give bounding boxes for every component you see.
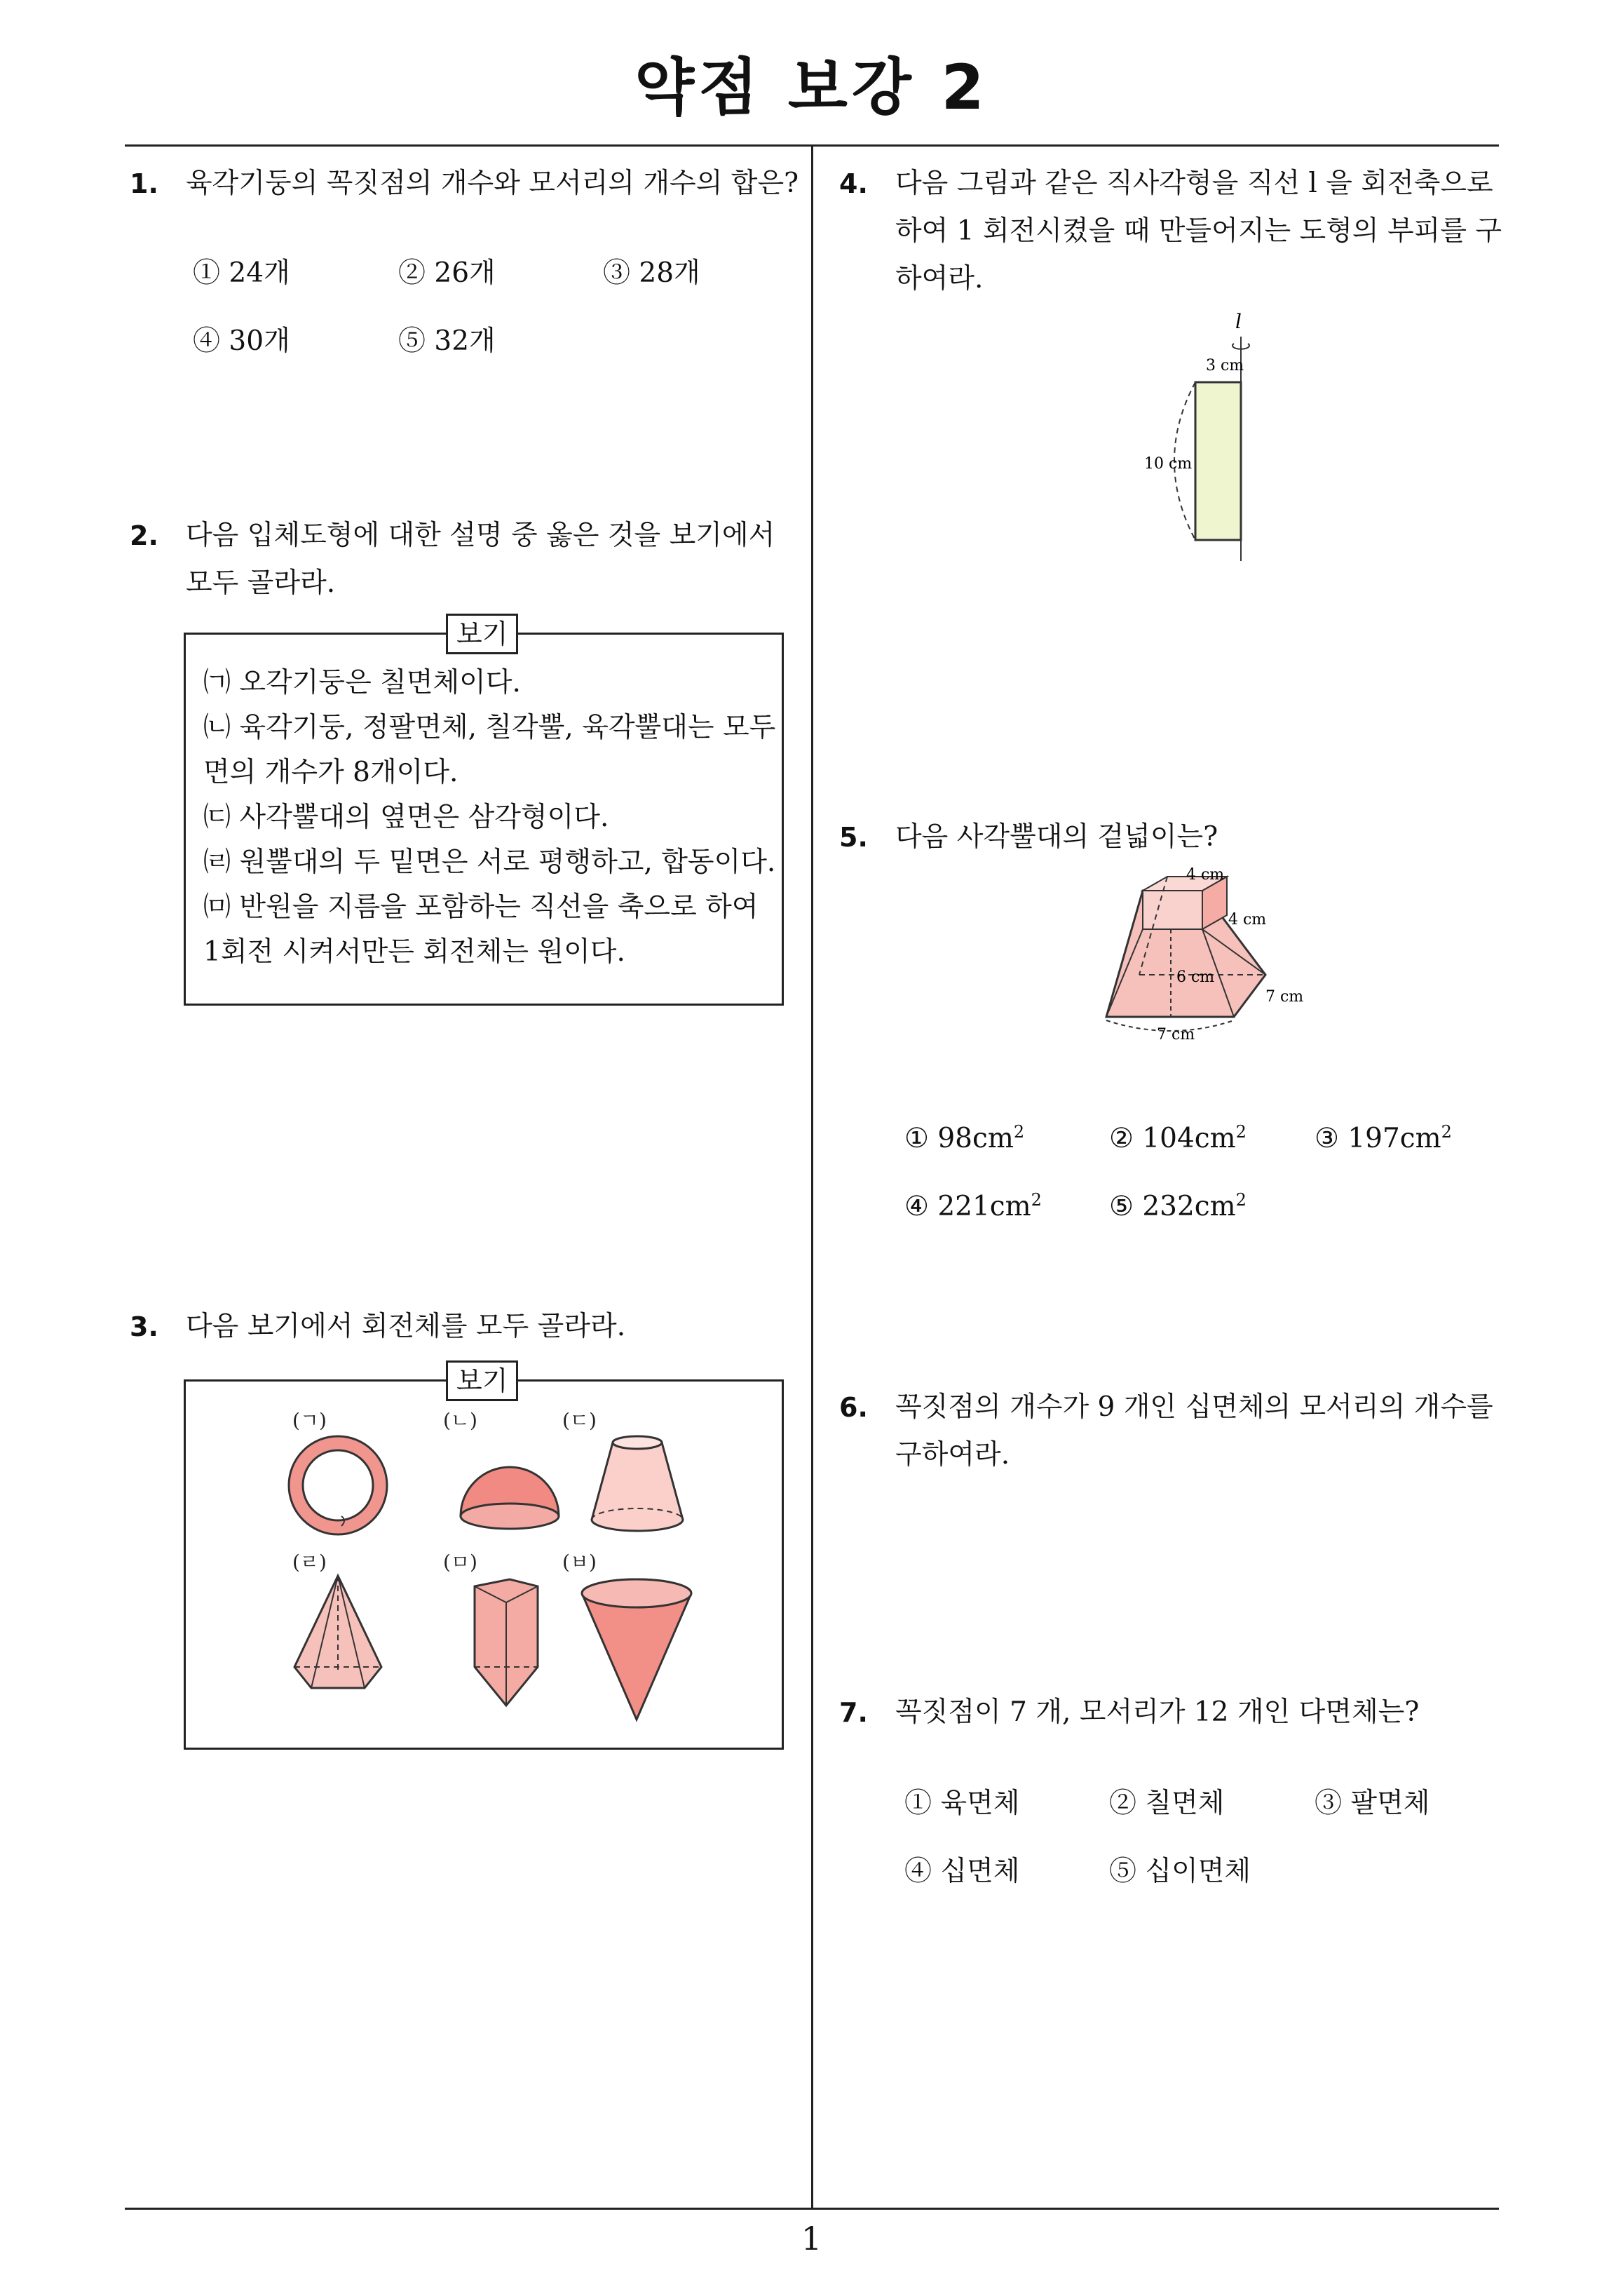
question-number: 1. [130, 168, 158, 199]
box-item: ㈃ 원뿔대의 두 밑면은 서로 평행하고, 합동이다. [203, 846, 776, 878]
option-1[interactable] [904, 1122, 1024, 1154]
top-edge-label: 4 cm [1186, 866, 1225, 884]
question-number: 4. [839, 168, 868, 199]
figure-label-c: (ㄷ) [562, 1409, 597, 1432]
option-text: ④ 221cm [904, 1191, 1031, 1222]
question-7 [839, 1689, 1512, 1736]
page-title: 약점 보강 2 [634, 51, 989, 123]
top-side-label: 4 cm [1228, 911, 1267, 928]
question-text: 꼭짓점이 7 개, 모서리가 12 개인 다면체는? [895, 1696, 1420, 1728]
option-3[interactable]: ③ 28개 [603, 257, 700, 289]
solids-figure [184, 1379, 784, 1750]
axis-label: l [1235, 310, 1242, 333]
option-text: ③ 197cm [1315, 1123, 1441, 1154]
box-item: 1회전 시켜서만든 회전체는 원이다. [203, 936, 625, 968]
torus-shape [289, 1436, 387, 1534]
option-exponent: 2 [1441, 1122, 1452, 1142]
option-exponent: 2 [1031, 1190, 1042, 1210]
option-exponent: 2 [1235, 1190, 1247, 1210]
question-3 [130, 1303, 803, 1351]
question-text: 다음 사각뿔대의 겉넓이는? [895, 821, 1218, 853]
question-2 [130, 512, 803, 607]
option-5[interactable]: ⑤ 십이면체 [1109, 1856, 1251, 1887]
frustum-figure [1094, 863, 1318, 1045]
question-6 [839, 1384, 1512, 1479]
option-text: ② 104cm [1109, 1123, 1236, 1154]
box-item: 면의 개수가 8개이다. [203, 757, 459, 788]
question-number: 7. [839, 1697, 868, 1728]
question-text: 꼭짓점의 개수가 9 개인 십면체의 모서리의 개수를 구하여라. [895, 1391, 1493, 1471]
question-text: 다음 보기에서 회전체를 모두 골라라. [186, 1311, 626, 1342]
question-number: 2. [130, 520, 158, 551]
option-1[interactable]: ① 육면체 [904, 1788, 1020, 1819]
hemisphere-shape [461, 1467, 559, 1529]
box-item: ㈁ 육각기둥, 정팔면체, 칠각뿔, 육각뿔대는 모두 [203, 712, 776, 743]
option-2[interactable]: ② 26개 [398, 257, 496, 289]
option-3[interactable]: ③ 팔면체 [1315, 1788, 1430, 1819]
figure-label-a: (ㄱ) [292, 1409, 327, 1432]
option-4[interactable]: ④ 십면체 [904, 1856, 1020, 1887]
example-box-label: 보기 [446, 614, 518, 654]
option-2[interactable]: ② 칠면체 [1109, 1788, 1225, 1819]
question-5 [839, 813, 1512, 861]
option-3[interactable] [1315, 1122, 1452, 1154]
figure-label-b: (ㄴ) [443, 1409, 477, 1432]
question-number: 6. [839, 1392, 868, 1423]
option-4[interactable] [904, 1190, 1042, 1222]
option-5[interactable]: ⑤ 32개 [398, 325, 496, 357]
cone-shape [582, 1579, 691, 1720]
prism-pyramid-shape [475, 1579, 538, 1706]
page-number: 1 [801, 2220, 822, 2257]
question-4 [839, 160, 1512, 303]
frustum-shape [592, 1436, 683, 1531]
box-item: ㈀ 오각기둥은 칠면체이다. [203, 667, 521, 698]
option-exponent: 2 [1013, 1122, 1025, 1142]
option-4[interactable]: ④ 30개 [193, 325, 290, 357]
height-label: 6 cm [1176, 968, 1215, 986]
option-text: ⑤ 232cm [1109, 1191, 1236, 1222]
question-text: 육각기둥의 꼭짓점의 개수와 모서리의 개수의 합은? [186, 168, 799, 199]
height-label: 10 cm [1144, 455, 1193, 473]
option-2[interactable] [1109, 1122, 1247, 1154]
option-exponent: 2 [1235, 1122, 1247, 1142]
option-1[interactable]: ① 24개 [193, 257, 290, 289]
question-text: 다음 입체도형에 대한 설명 중 옳은 것을 보기에서 모두 골라라. [186, 520, 775, 599]
question-number: 5. [839, 822, 868, 853]
question-number: 3. [130, 1311, 158, 1342]
bottom-side-label: 7 cm [1265, 988, 1304, 1006]
question-text: 다음 그림과 같은 직사각형을 직선 l 을 회전축으로 하여 1 회전시켰을 때 만들어지는 도형의 부피를 구하여라. [895, 168, 1502, 295]
example-box-label: 보기 [446, 1360, 518, 1401]
figure-label-d: (ㄹ) [292, 1551, 327, 1574]
figure-label-f: (ㅂ) [562, 1551, 597, 1574]
column-divider [811, 144, 813, 2209]
bottom-edge-label: 7 cm [1157, 1026, 1195, 1044]
pyramid-shape [294, 1576, 381, 1688]
option-text: ① 98cm [904, 1123, 1014, 1154]
width-label: 3 cm [1206, 357, 1244, 374]
question-1 [130, 160, 803, 208]
figure-label-e: (ㅁ) [443, 1551, 477, 1574]
rectangle-rotation-figure [1122, 309, 1304, 568]
option-5[interactable] [1109, 1190, 1247, 1222]
box-item: ㈂ 사각뿔대의 옆면은 삼각형이다. [203, 802, 609, 833]
box-item: ㈄ 반원을 지름을 포함하는 직선을 축으로 하여 [203, 891, 759, 923]
